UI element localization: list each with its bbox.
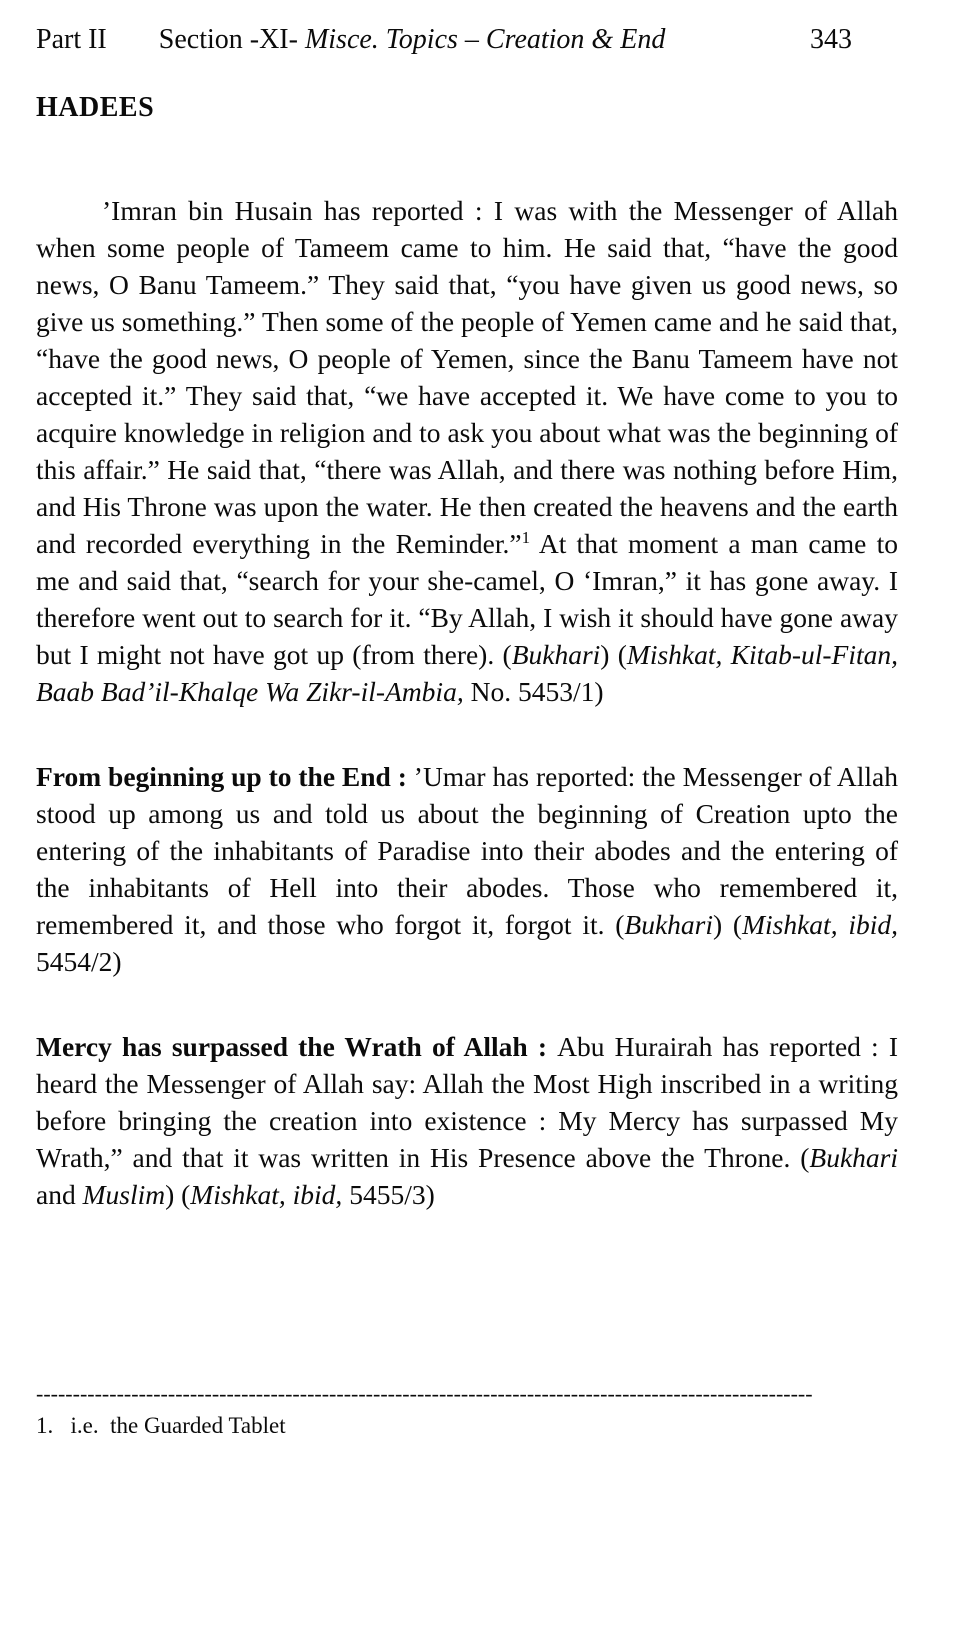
footnote-text: 1. i.e. the Guarded Tablet [36,1413,286,1438]
header-section-title [159,24,666,56]
page-header [36,24,898,56]
footnote [36,1383,898,1439]
section-heading: HADEES [36,92,155,123]
hadith-paragraph-mercy-surpassed-wrath: Mercy has surpassed the Wrath of Allah : Abu Hurairah has reported : I heard the Messenger of Allah say: Allah the Most High inscribed in a writing before bringing the creation into existence : My Mercy has surpassed My Wrath,” and that it was written in His Presence above the Throne. (Bukhari and Muslim) (Mishkat, ibid, 5455/3) [36,1031,898,1210]
hadith-paragraph-imran-bin-husain: ’Imran bin Husain has reported : I was with the Messenger of Allah when some people of Tameem came to him. He said that, “have the good news, O Banu Tameem.” They said that, “you have given us good news, so give us something.” Then some of the people of Yemen came and he said that, “have the good news, O people of Yemen, since the Banu Tameem have not accepted it.” They said that, “we have accepted it. We have come to you to acquire knowledge in religion and to ask you about what was the beginning of this affair.” He said that, “there was Allah, and there was nothing before Him, and His Throne was upon the water. He then created the heavens and the earth and recorded everything in the Reminder.”$^1$ At that moment a man came to me and said that, “search for your she-camel, O ‘Imran,” it has gone away. I therefore went out to search for it. “By Allah, I wish it should have gone away but I might not have got up (from there). (Bukhari) (Mishkat, Kitab-ul-Fitan, Baab Bad’il-Khalqe Wa Zikr-il-Ambia, No. 5453/1) [36,195,899,707]
header-part-label: Part II [36,24,107,55]
page-number: 343 [810,24,852,55]
body-text [36,192,898,1213]
header-topic-label: Misce. Topics – Creation & End [304,24,666,55]
footnote-divider: ---------------------------------------------------------------------------------------------------------- [36,1383,813,1405]
header-section-label: Section -XI- [158,24,305,55]
hadith-paragraph-beginning-to-end: From beginning up to the End : ’Umar has reported: the Messenger of Allah stood up among us and told us about the beginning of Creation upto the entering of the inhabitants of Paradise into their abodes and the entering of the inhabitants of Hell into their abodes. Those who remembered it, remembered it, and those who forgot it, forgot it. (Bukhari) (Mishkat, ibid, 5454/2) [36,761,898,977]
